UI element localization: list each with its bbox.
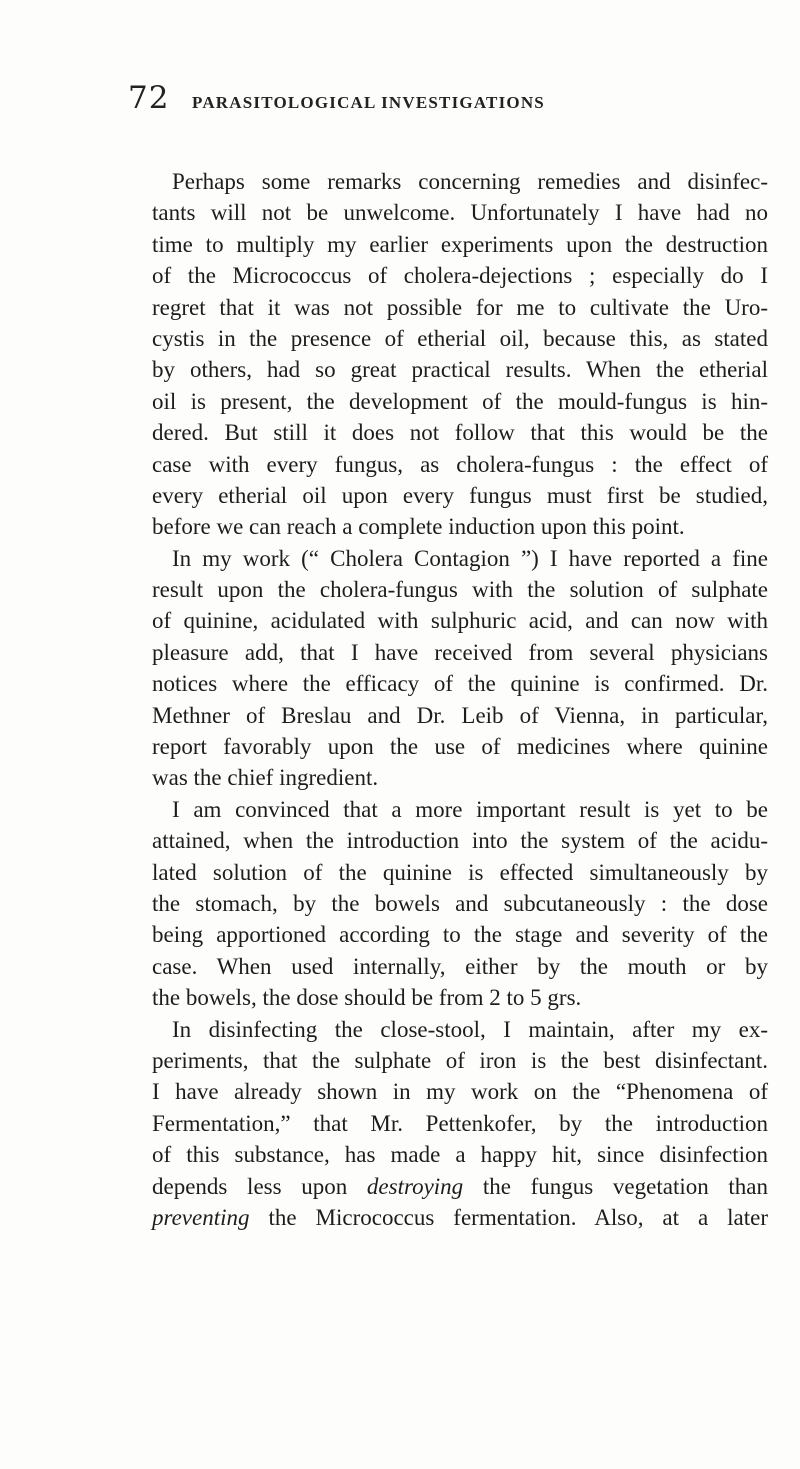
text-line: periments, that the sulphate of iron is the best disinfectant. — [152, 1047, 768, 1073]
running-title: PARASITOLOGICAL INVESTIGATIONS — [192, 93, 545, 112]
text-segment: depends less upon — [152, 1173, 367, 1199]
text-line: of quinine, acidulated with sulphuric acid, and can now with — [152, 608, 768, 634]
text-line: In disinfecting the close-stool, I maintain, after my ex- — [172, 1016, 768, 1042]
text-line: case with every fungus, as cholera-fungus : the effect of — [152, 451, 768, 477]
text-line: Fermentation,” that Mr. Pettenkofer, by the introduction — [152, 1110, 768, 1136]
text-line — [152, 1171, 768, 1202]
text-line: the bowels, the dose should be from 2 to 5 grs. — [152, 985, 582, 1011]
text-line: pleasure add, that I have received from several physicians — [152, 639, 768, 665]
text-line: regret that it was not possible for me to cultivate the Uro- — [152, 294, 768, 320]
text-line: I have already shown in my work on the “Phenomena of — [152, 1079, 768, 1105]
text-line: every etherial oil upon every fungus must first be studied, — [152, 482, 768, 508]
text-line: Methner of Breslau and Dr. Leib of Vienna, in particular, — [152, 702, 768, 728]
text-line: attained, when the introduction into the system of the acidu- — [152, 828, 768, 854]
text-line: oil is present, the development of the mould-fungus is hin- — [152, 388, 768, 414]
text-line: Perhaps some remarks concerning remedies and disinfec- — [172, 169, 768, 194]
text-line: tants will not be unwelcome. Unfortunately I have had no — [152, 200, 768, 226]
text-line: result upon the cholera-fungus with the solution of sulphate — [152, 577, 768, 603]
text-line: lated solution of the quinine is effected simultaneously by — [152, 859, 768, 885]
text-line: cystis in the presence of etherial oil, because this, as stated — [152, 325, 768, 351]
running-head — [128, 80, 768, 120]
text-segment: the Micrococcus fermentation. Also, at a later — [249, 1204, 768, 1230]
body-text — [152, 166, 768, 1233]
text-line: was the chief ingredient. — [152, 765, 379, 791]
text-segment: the fungus vegetation than — [463, 1173, 768, 1199]
italic-text: preventing — [152, 1204, 250, 1230]
text-line: being apportioned according to the stage and severity of the — [152, 922, 768, 948]
text-line: of the Micrococcus of cholera-dejections ; especially do I — [152, 263, 768, 289]
text-line: notices where the efficacy of the quinine is confirmed. Dr. — [152, 671, 768, 697]
italic-text: destroying — [366, 1173, 464, 1199]
text-line: the stomach, by the bowels and subcutaneously : the dose — [152, 890, 768, 916]
text-line: time to multiply my earlier experiments upon the destruction — [152, 231, 768, 257]
text-line: dered. But still it does not follow that this would be the — [152, 420, 768, 446]
text-line: report favorably upon the use of medicines where quinine — [152, 734, 768, 760]
text-line: In my work (“ Cholera Contagion ”) I have reported a fine — [172, 545, 768, 571]
text-line: of this substance, has made a happy hit, since disinfection — [152, 1142, 768, 1168]
text-line: I am convinced that a more important result is yet to be — [172, 796, 768, 822]
text-line: before we can reach a complete induction upon this point. — [152, 514, 685, 540]
text-line: by others, had so great practical results. When the etherial — [152, 357, 768, 383]
text-line: case. When used internally, either by the mouth or by — [152, 953, 768, 979]
text-line — [152, 1202, 768, 1233]
page-number: 72 — [128, 80, 170, 116]
